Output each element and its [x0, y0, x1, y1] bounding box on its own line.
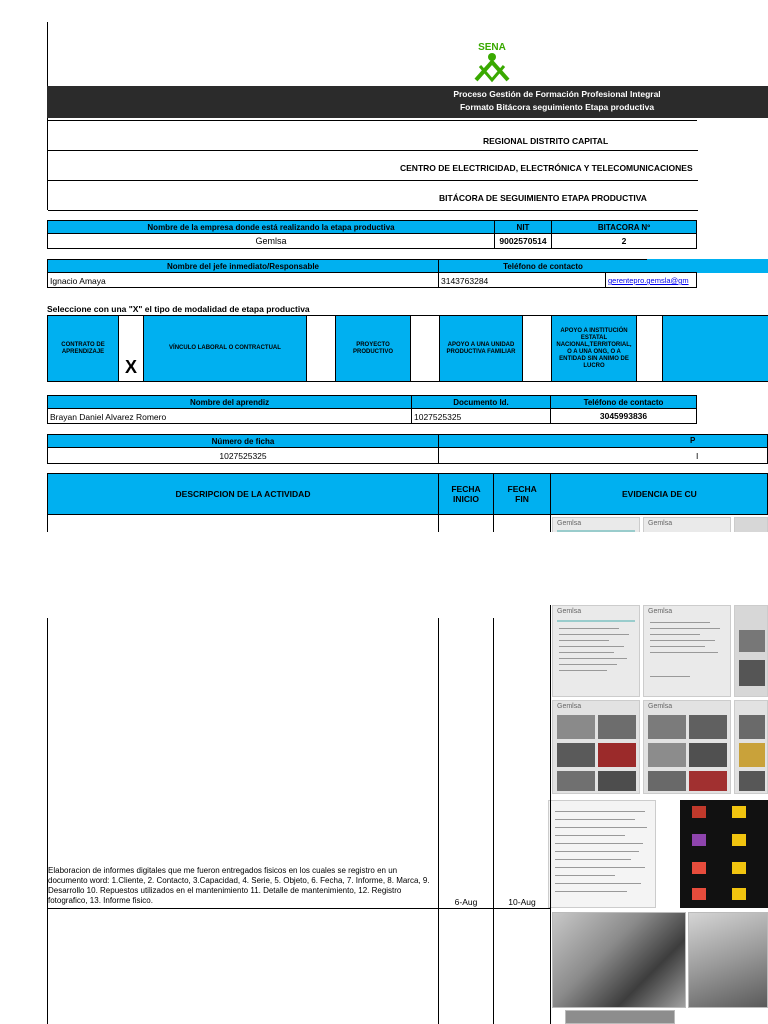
- option-contrato: CONTRATO DE APRENDIZAJE: [48, 316, 118, 381]
- row-line-b: [438, 514, 439, 532]
- nit-label: NIT: [494, 220, 552, 234]
- row2-border-fin: [550, 908, 551, 1024]
- evidence-scanned-form[interactable]: [548, 800, 656, 908]
- aprendiz-label: Nombre del aprendiz: [47, 395, 412, 409]
- row2-border-left: [47, 908, 48, 1024]
- option-institucion: APOYO A INSTITUCIÓN ESTATAL NACIONAL,TERRITORIAL, O A UNA ONG, O A ENTIDAD SIN ANIMO DE LUCRO: [552, 316, 636, 381]
- row2-border-inicio: [493, 908, 494, 1024]
- bitacora-title: BITÁCORA DE SEGUIMIENTO ETAPA PRODUCTIVA: [439, 193, 647, 203]
- ficha-value: 1027525325: [47, 447, 439, 464]
- evidence-equipment-photo-3[interactable]: [565, 1010, 675, 1024]
- ficha-right-label: P: [438, 434, 768, 448]
- aprendiz-phone: 3045993836: [550, 408, 697, 424]
- ficha-label: Número de ficha: [47, 434, 439, 448]
- col-fecha-inicio: FECHA INICIO: [438, 473, 494, 515]
- col-evidencia: EVIDENCIA DE CU: [550, 473, 768, 515]
- activity-fecha-inicio: 6-Aug: [454, 897, 478, 907]
- aprendiz-phone-label: Teléfono de contacto: [550, 395, 697, 409]
- mark-cell-vinculo[interactable]: [306, 316, 336, 381]
- modalidad-prompt: Seleccione con una "X" el tipo de modalidad de etapa productiva: [47, 304, 310, 314]
- jefe-header-extension: [647, 259, 768, 273]
- centro-text: CENTRO DE ELECTRICIDAD, ELECTRÓNICA Y TELECOMUNICACIONES: [400, 163, 693, 173]
- empresa-label: Nombre de la empresa donde está realizando la etapa productiva: [47, 220, 495, 234]
- row-divider: [47, 908, 551, 909]
- row-line-a: [47, 514, 48, 532]
- option-extra: [663, 316, 768, 381]
- evidence-doc-thumb[interactable]: [643, 605, 731, 697]
- svg-text:SENA: SENA: [478, 42, 506, 53]
- aprendiz-doc-label: Documento Id.: [411, 395, 551, 409]
- jefe-label: Nombre del jefe inmediato/Responsable: [47, 259, 439, 273]
- nit-value: 9002570514: [494, 233, 552, 249]
- evidence-doc-thumb[interactable]: [552, 605, 640, 697]
- row-border-inicio: [493, 618, 494, 908]
- jefe-phone: 3143763284: [438, 272, 606, 288]
- row2-border-desc: [438, 908, 439, 1024]
- thumb-label: Gemlsa: [648, 608, 673, 615]
- thumb-label: Gemlsa: [557, 608, 582, 615]
- modalidad-mark[interactable]: X: [118, 316, 144, 381]
- mark-cell-institucion[interactable]: [636, 316, 663, 381]
- modalidad-box: [47, 315, 768, 382]
- evidence-equipment-photo[interactable]: [552, 912, 686, 1008]
- row-line-d: [550, 514, 551, 532]
- evidence-photo-thumb[interactable]: [734, 605, 768, 697]
- mark-cell-proyecto[interactable]: [410, 316, 440, 381]
- evidence-file-explorer[interactable]: [680, 800, 768, 908]
- sena-logo: [466, 40, 518, 86]
- evidence-equipment-photo-2[interactable]: [688, 912, 768, 1008]
- empresa-name: Gemlsa: [47, 233, 495, 249]
- row-line-c: [493, 514, 494, 532]
- aprendiz-name: Brayan Daniel Alvarez Romero: [47, 408, 412, 424]
- header-band: [47, 86, 768, 118]
- header-line1: Proceso Gestión de Formación Profesional Integral: [453, 89, 661, 99]
- thumb-label: Gemlsa: [648, 703, 673, 710]
- bitacora-num-label: BITACORA Nº: [551, 220, 697, 234]
- activity-description: Elaboracion de informes digitales que me fueron entregados fisicos en los cuales se registro en un documento word: 1.Cliente, 2. Contacto, 3.Capacidad, 4. Serie, 5. Objeto, 6. Fecha, 7. Informe, 8. Marca, 9. Desarrollo 10. Repuestos utilizados en el mantenimiento 11. Detalle de mantenimiento, 12. Registro fotografico, 13. Informe fisico.: [48, 866, 430, 905]
- option-familiar: APOYO A UNA UNIDAD PRODUCTIVA FAMILIAR: [440, 316, 522, 381]
- option-proyecto: PROYECTO PRODUCTIVO: [336, 316, 410, 381]
- thumb-label: Gemlsa: [557, 520, 582, 527]
- option-vinculo: VÍNCULO LABORAL O CONTRACTUAL: [144, 316, 306, 381]
- row-border-desc: [438, 618, 439, 908]
- evidence-photo-grid[interactable]: [643, 700, 731, 794]
- regional-text: REGIONAL DISTRITO CAPITAL: [483, 136, 609, 146]
- mark-cell-familiar[interactable]: [522, 316, 552, 381]
- page-gap: [0, 532, 768, 602]
- jefe-phone-label: Teléfono de contacto: [438, 259, 648, 273]
- activity-fecha-fin: 10-Aug: [508, 897, 536, 907]
- aprendiz-doc: 1027525325: [411, 408, 551, 424]
- header-line2: Formato Bitácora seguimiento Etapa productiva: [459, 102, 655, 112]
- col-descripcion: DESCRIPCION DE LA ACTIVIDAD: [47, 473, 439, 515]
- thumb-label: Gemlsa: [557, 703, 582, 710]
- row-border-fin: [550, 605, 551, 908]
- bitacora-num-value: 2: [551, 233, 697, 249]
- evidence-photo-grid[interactable]: [552, 700, 640, 794]
- jefe-name: Ignacio Amaya: [47, 272, 439, 288]
- jefe-email-link[interactable]: gerentepro.gemsla@gm: [605, 272, 697, 288]
- evidence-photo-grid[interactable]: [734, 700, 768, 794]
- col-fecha-fin: FECHA FIN: [493, 473, 551, 515]
- thumb-label: Gemlsa: [648, 520, 673, 527]
- row-border-left: [47, 618, 48, 908]
- ficha-right-value: I: [438, 447, 768, 464]
